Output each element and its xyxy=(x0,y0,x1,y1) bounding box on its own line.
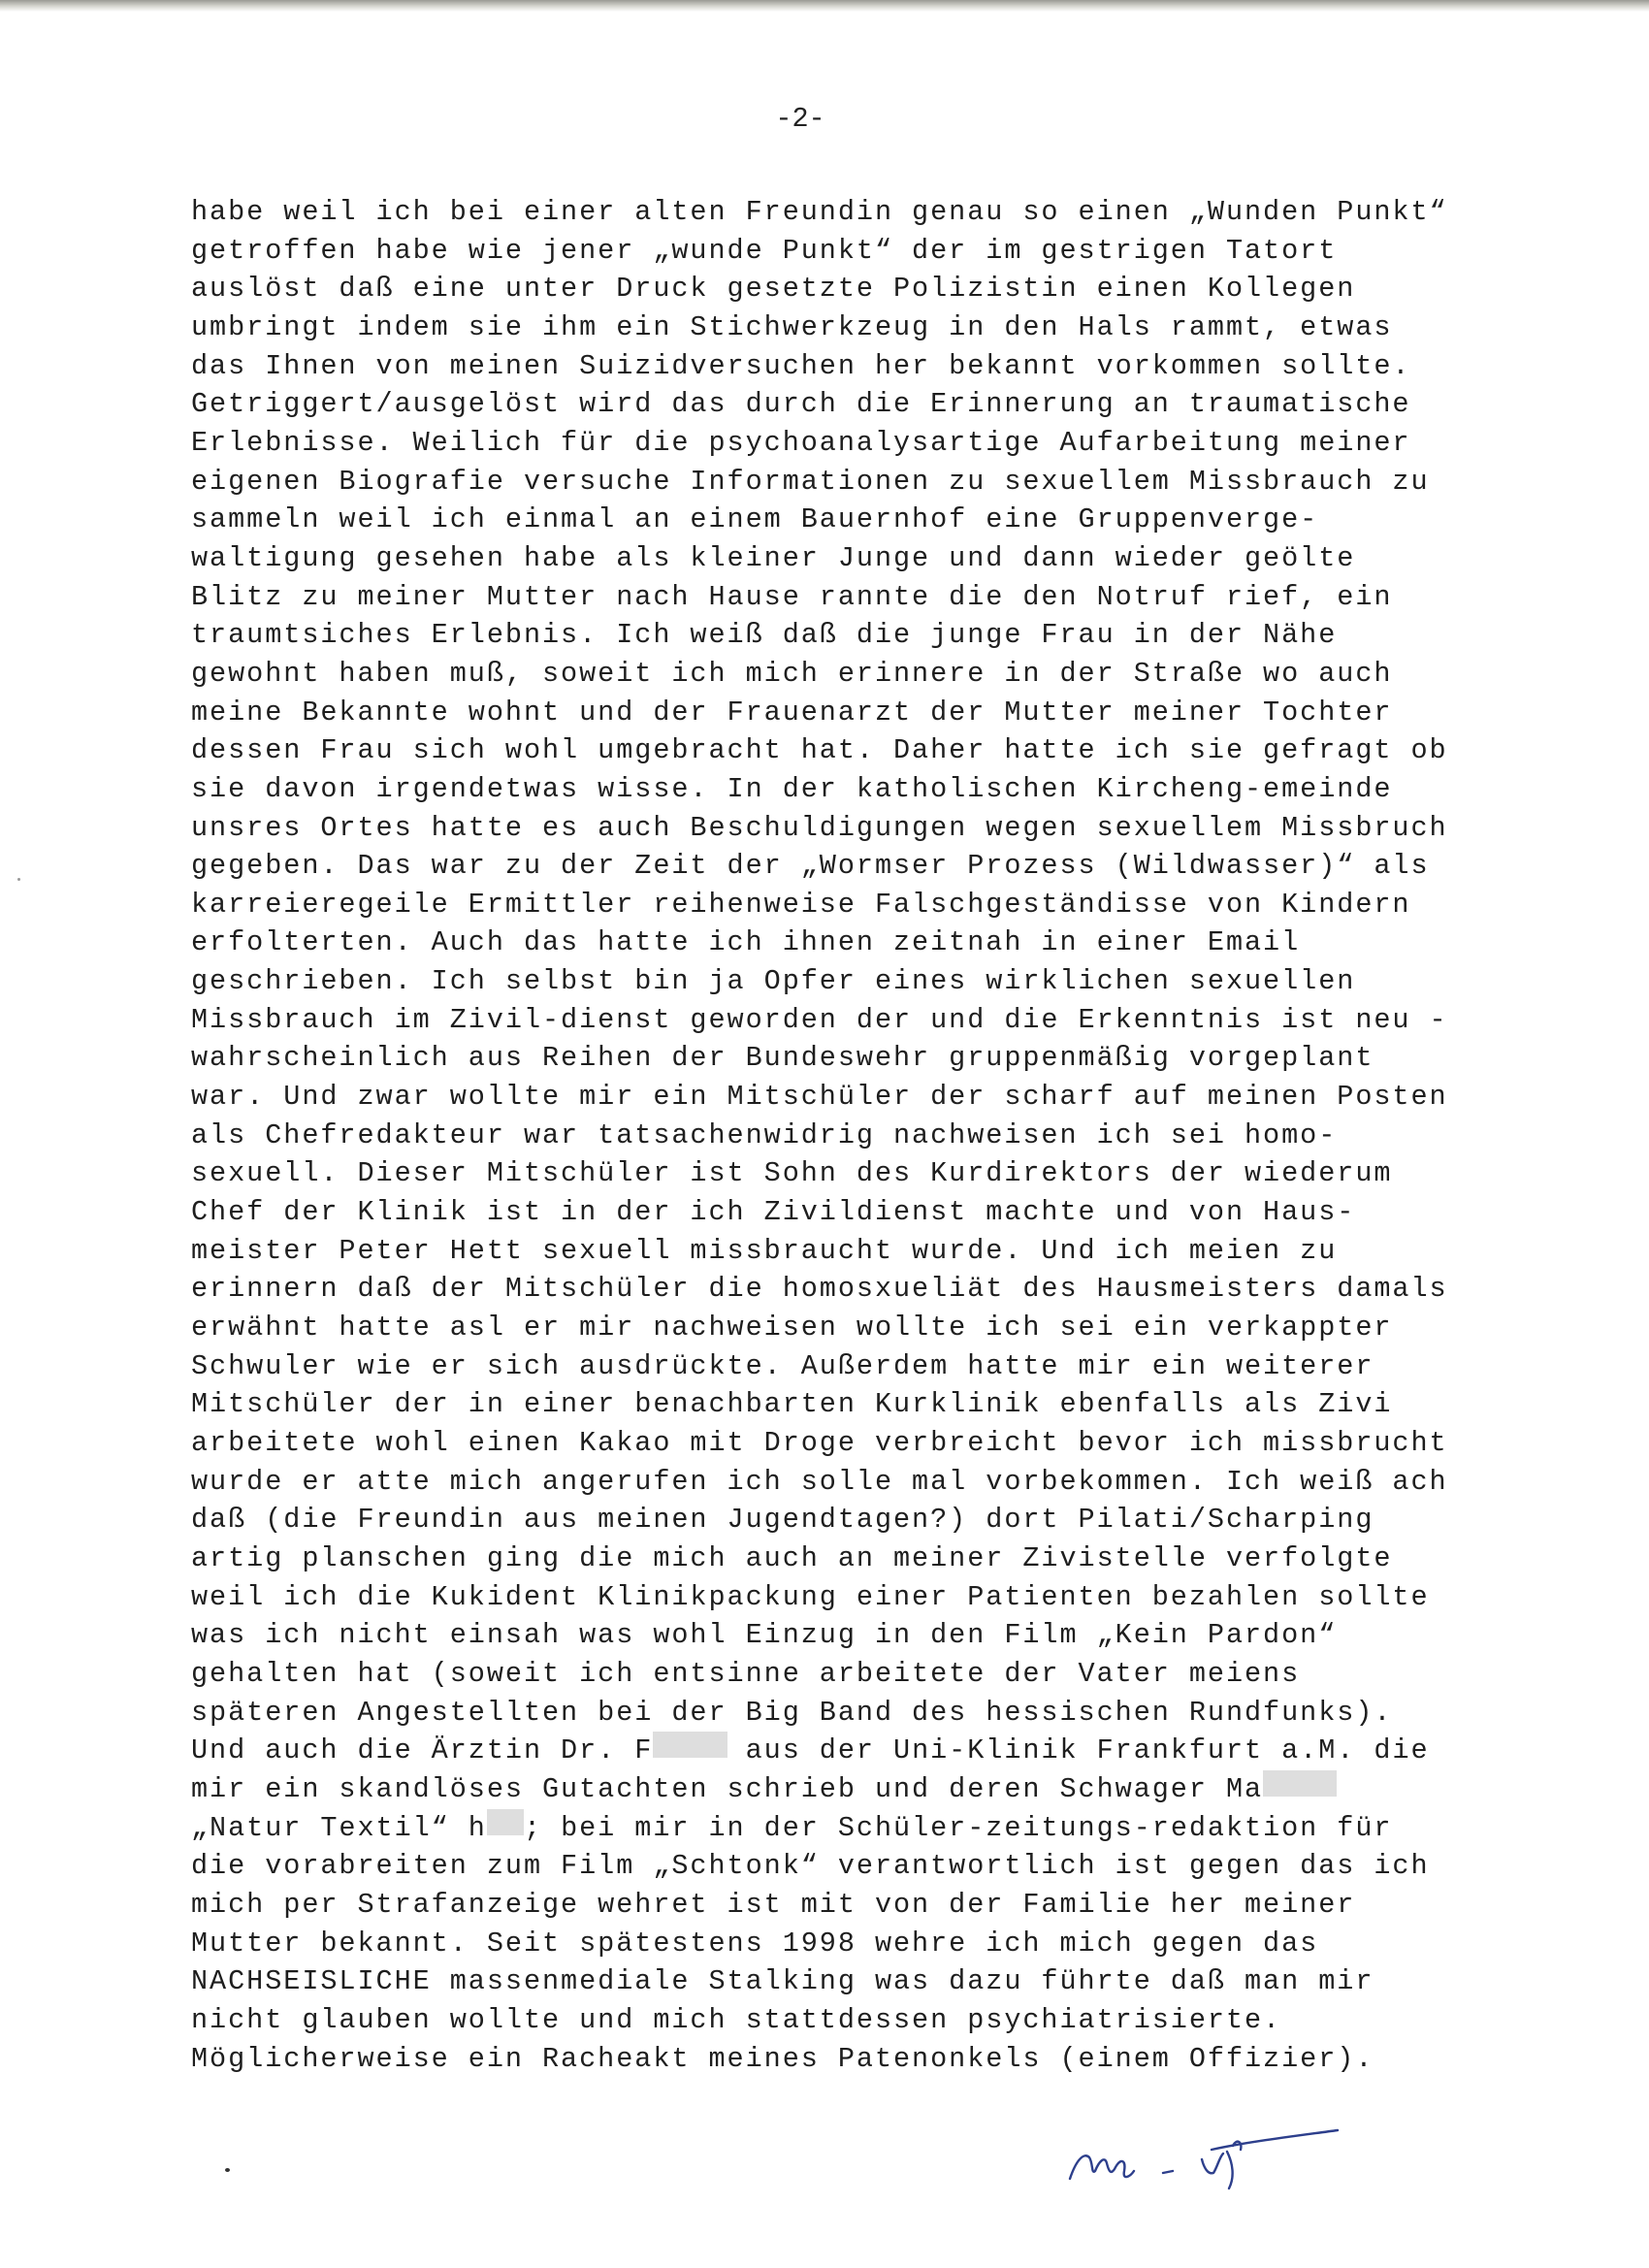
text-segment: als Chefredakteur war tatsachenwidrig nachweisen ich sei homo- xyxy=(191,1118,1338,1151)
text-segment: wahrscheinlich aus Reihen der Bundeswehr gruppenmäßig vorgeplant xyxy=(191,1042,1374,1075)
text-segment: gehalten hat (soweit ich entsinne arbeitete der Vater meiens xyxy=(191,1657,1301,1690)
text-segment: „Natur Textil“ h xyxy=(191,1811,487,1844)
redaction-block xyxy=(1263,1770,1337,1797)
text-line xyxy=(191,193,1452,232)
text-line xyxy=(191,539,1452,578)
text-segment: Mutter bekannt. Seit spätestens 1998 wehre ich mich gegen das xyxy=(191,1927,1319,1960)
text-segment: geschrieben. Ich selbst bin ja Opfer eines wirklichen sexuellen xyxy=(191,965,1356,998)
text-segment: Blitz zu meiner Mutter nach Hause rannte die den Notruf rief, ein xyxy=(191,580,1393,613)
text-segment: artig planschen ging die mich auch an meiner Zivistelle verfolgte xyxy=(191,1541,1393,1574)
text-line xyxy=(191,847,1452,886)
text-segment: dessen Frau sich wohl umgebracht hat. Daher hatte ich sie gefragt ob xyxy=(191,734,1448,767)
text-segment: Schwuler wie er sich ausdrückte. Außerdem hatte mir ein weiterer xyxy=(191,1349,1374,1382)
text-segment: Missbrauch im Zivil-dienst geworden der und die Erkenntnis ist neu - xyxy=(191,1003,1448,1036)
text-line xyxy=(191,1270,1452,1309)
text-segment: aus der Uni-Klinik Frankfurt a.M. die xyxy=(727,1734,1430,1767)
text-segment: sexuell. Dieser Mitschüler ist Sohn des Kurdirektors der wiederum xyxy=(191,1157,1393,1190)
text-line xyxy=(191,1962,1452,2001)
text-segment: getroffen habe wie jener „wunde Punkt“ der im gestrigen Tatort xyxy=(191,234,1338,267)
text-line xyxy=(191,424,1452,463)
text-line xyxy=(191,1193,1452,1232)
text-line xyxy=(191,385,1452,424)
text-segment: daß (die Freundin aus meinen Jugendtagen?) dort Pilati/Scharping xyxy=(191,1504,1374,1537)
text-line xyxy=(191,501,1452,539)
text-segment: habe weil ich bei einer alten Freundin genau so einen „Wunden Punkt“ xyxy=(191,196,1448,228)
text-segment: späteren Angestellten bei der Big Band des hessischen Rundfunks). xyxy=(191,1696,1393,1729)
scan-speck xyxy=(225,2168,230,2172)
text-segment: gegeben. Das war zu der Zeit der „Wormser Prozess (Wildwasser)“ als xyxy=(191,850,1430,883)
text-line xyxy=(191,1385,1452,1424)
redaction-block xyxy=(653,1732,727,1758)
text-line xyxy=(191,463,1452,502)
text-line xyxy=(191,270,1452,308)
text-line xyxy=(191,1770,1452,1809)
text-line xyxy=(191,1001,1452,1040)
text-segment: wurde er atte mich angerufen ich solle mal vorbekommen. Ich weiß ach xyxy=(191,1465,1448,1498)
text-segment: erfolterten. Auch das hatte ich ihnen zeitnah in einer Email xyxy=(191,926,1301,959)
text-line xyxy=(191,1347,1452,1386)
text-line xyxy=(191,1424,1452,1463)
scan-top-edge xyxy=(0,0,1649,12)
text-line xyxy=(191,578,1452,617)
text-line xyxy=(191,1539,1452,1578)
text-line xyxy=(191,1694,1452,1733)
text-line xyxy=(191,1616,1452,1655)
text-line xyxy=(191,232,1452,271)
text-segment: eigenen Biografie versuche Informationen zu sexuellem Missbrauch zu xyxy=(191,465,1430,498)
text-line xyxy=(191,809,1452,848)
text-segment: karreieregeile Ermittler reihenweise Falschgeständisse von Kindern xyxy=(191,888,1411,921)
text-line xyxy=(191,308,1452,347)
text-segment: weil ich die Kukident Klinikpackung einer Patienten bezahlen sollte xyxy=(191,1580,1430,1613)
text-line xyxy=(191,1578,1452,1617)
text-segment: gewohnt haben muß, soweit ich mich erinnere in der Straße wo auch xyxy=(191,657,1393,690)
text-line xyxy=(191,1501,1452,1539)
text-segment: arbeitete wohl einen Kakao mit Droge verbreicht bevor ich missbrucht xyxy=(191,1427,1448,1459)
text-line xyxy=(191,1463,1452,1502)
text-segment: erwähnt hatte asl er mir nachweisen wollte ich sei ein verkappter xyxy=(191,1312,1393,1345)
text-line xyxy=(191,1309,1452,1347)
text-line xyxy=(191,1117,1452,1155)
text-line xyxy=(191,616,1452,655)
text-line xyxy=(191,1925,1452,1963)
text-segment: erinnern daß der Mitschüler die homosxueliät des Hausmeisters damals xyxy=(191,1273,1448,1306)
letter-body xyxy=(191,193,1452,2078)
text-line xyxy=(191,731,1452,770)
page-number: -2- xyxy=(775,103,825,135)
redaction-block xyxy=(487,1809,524,1835)
text-segment: umbringt indem sie ihm ein Stichwerkzeug in den Hals rammt, etwas xyxy=(191,310,1393,343)
text-line xyxy=(191,770,1452,809)
text-segment: auslöst daß eine unter Druck gesetzte Polizistin einen Kollegen xyxy=(191,273,1356,306)
text-segment: mir ein skandlöses Gutachten schrieb und deren Schwager Ma xyxy=(191,1772,1264,1805)
text-line xyxy=(191,694,1452,732)
text-segment: waltigung gesehen habe als kleiner Junge und dann wieder geölte xyxy=(191,541,1356,574)
text-segment: meister Peter Hett sexuell missbraucht wurde. Und ich meien zu xyxy=(191,1234,1338,1267)
text-line xyxy=(191,1039,1452,1078)
text-segment: das Ihnen von meinen Suizidversuchen her bekannt vorkommen sollte. xyxy=(191,349,1411,382)
text-segment: Und auch die Ärztin Dr. F xyxy=(191,1734,654,1767)
text-segment: unsres Ortes hatte es auch Beschuldigungen wegen sexuellem Missbruch xyxy=(191,811,1448,844)
text-segment: war. Und zwar wollte mir ein Mitschüler der scharf auf meinen Posten xyxy=(191,1081,1448,1114)
text-segment: Chef der Klinik ist in der ich Zivildienst machte und von Haus- xyxy=(191,1196,1356,1229)
text-line xyxy=(191,1886,1452,1925)
text-line xyxy=(191,962,1452,1001)
text-line xyxy=(191,923,1452,962)
text-segment: sie davon irgendetwas wisse. In der katholischen Kircheng-emeinde xyxy=(191,772,1393,805)
text-line xyxy=(191,347,1452,386)
text-line xyxy=(191,1655,1452,1694)
text-line xyxy=(191,886,1452,924)
text-segment: nicht glauben wollte und mich stattdessen psychiatrisierte. xyxy=(191,2003,1282,2036)
text-segment: die vorabreiten zum Film „Schtonk“ verantwortlich ist gegen das ich xyxy=(191,1850,1430,1883)
text-line xyxy=(191,1078,1452,1117)
text-segment: Erlebnisse. Weilich für die psychoanalysartige Aufarbeitung meiner xyxy=(191,426,1411,459)
text-line xyxy=(191,1809,1452,1848)
text-segment: ; bei mir in der Schüler-zeitungs-redaktion für xyxy=(523,1811,1393,1844)
text-line xyxy=(191,655,1452,694)
text-line xyxy=(191,2040,1452,2079)
text-segment: mich per Strafanzeige wehret ist mit von der Familie her meiner xyxy=(191,1888,1356,1921)
text-line xyxy=(191,1732,1452,1770)
text-segment: Getriggert/ausgelöst wird das durch die Erinnerung an traumatische xyxy=(191,388,1411,421)
text-segment: Möglicherweise ein Racheakt meines Patenonkels (einem Offizier). xyxy=(191,2042,1374,2075)
text-segment: was ich nicht einsah was wohl Einzug in den Film „Kein Pardon“ xyxy=(191,1619,1338,1652)
text-line xyxy=(191,1847,1452,1886)
text-segment: NACHSEISLICHE massenmediale Stalking was dazu führte daß man mir xyxy=(191,1965,1374,1998)
text-segment: traumtsiches Erlebnis. Ich weiß daß die junge Frau in der Nähe xyxy=(191,619,1338,652)
text-line xyxy=(191,2001,1452,2040)
text-line xyxy=(191,1154,1452,1193)
scan-speck xyxy=(17,878,20,881)
text-line xyxy=(191,1232,1452,1271)
handwritten-signature xyxy=(1062,2103,1343,2200)
text-segment: sammeln weil ich einmal an einem Bauernhof eine Gruppenverge- xyxy=(191,503,1319,536)
text-segment: Mitschüler der in einer benachbarten Kurklinik ebenfalls als Zivi xyxy=(191,1388,1393,1421)
text-segment: meine Bekannte wohnt und der Frauenarzt der Mutter meiner Tochter xyxy=(191,696,1393,729)
